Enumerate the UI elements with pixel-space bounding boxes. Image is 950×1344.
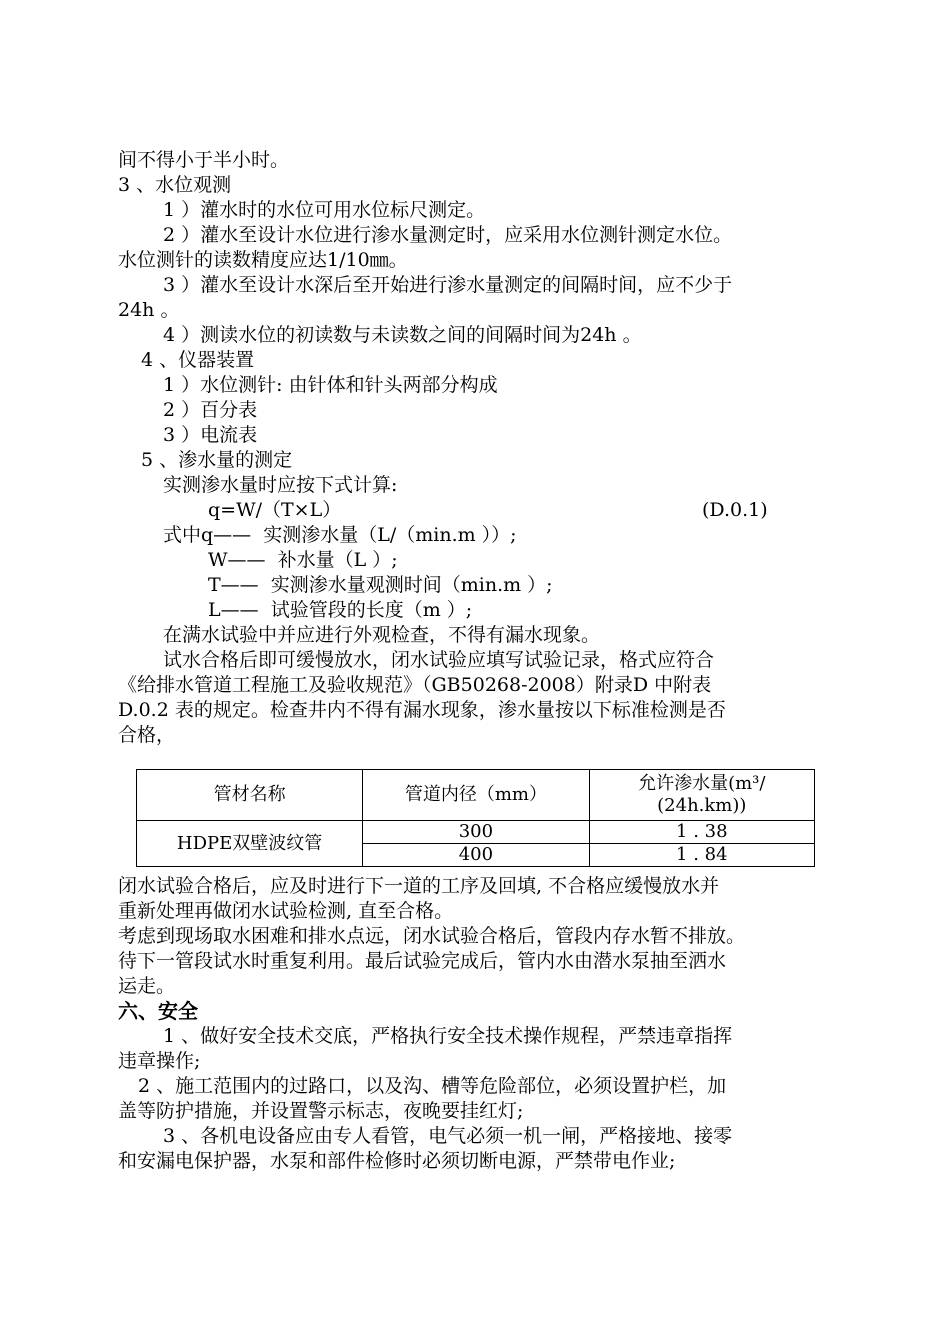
text-line: 违章操作;	[118, 1050, 201, 1072]
formula-number: (D.0.1)	[702, 499, 768, 521]
text-line: 3 ）电流表	[163, 424, 258, 446]
header-line: (24h.km))	[657, 795, 747, 816]
text-line: 式中q—— 实测渗水量（L/（min.m ））;	[163, 524, 517, 546]
diameter-cell: 400	[363, 844, 589, 867]
text-line: 运走。	[118, 975, 176, 997]
text-line: 《给排水管道工程施工及验收规范》（GB50268-2008）附录D 中附表	[118, 674, 712, 696]
table-header-cell: 管道内径（mm）	[363, 770, 589, 821]
text-line: W—— 补水量（L ）;	[208, 549, 398, 571]
text-line: 试水合格后即可缓慢放水，闭水试验应填写试验记录，格式应符合	[163, 649, 715, 671]
section-title-safety: 六、安全	[118, 999, 198, 1023]
table-row	[137, 821, 815, 844]
section-heading: 4 、仪器装置	[141, 349, 255, 371]
allowed-cell: 1 . 84	[589, 844, 814, 867]
text-line: 待下一管段试水时重复利用。最后试验完成后，管内水由潜水泵抽至洒水	[118, 950, 727, 972]
text-line: 2 ）百分表	[163, 399, 258, 421]
text-line: T—— 实测渗水量观测时间（min.m ）;	[208, 574, 553, 596]
text-line: D.0.2 表的规定。检查井内不得有漏水现象，渗水量按以下标准检测是否	[118, 699, 726, 721]
text-line: 1 、做好安全技术交底，严格执行安全技术操作规程，严禁违章指挥	[163, 1025, 733, 1047]
text-line: L—— 试验管段的长度（m ）;	[208, 599, 473, 621]
text-line: 1 ）灌水时的水位可用水位标尺测定。	[163, 199, 486, 221]
text-line: 在满水试验中并应进行外观检查，不得有漏水现象。	[163, 624, 601, 646]
header-line: 允许渗水量(m³/	[638, 773, 766, 794]
table-header-cell	[589, 770, 814, 821]
text-line: 水位测针的读数精度应达1/10㎜。	[118, 249, 408, 271]
text-line: 3 、各机电设备应由专人看管，电气必须一机一闸，严格接地、接零	[163, 1125, 733, 1147]
text-line: 4 ）测读水位的初读数与未读数之间的间隔时间为24h 。	[163, 324, 642, 346]
formula: q=W/（T×L）	[208, 499, 342, 521]
text-line: 1 ）水位测针: 由针体和针头两部分构成	[163, 374, 498, 396]
text-line: 24h 。	[118, 299, 180, 321]
material-cell: HDPE双壁波纹管	[137, 821, 363, 867]
allowed-cell: 1 . 38	[589, 821, 814, 844]
text-line: 3 ）灌水至设计水深后至开始进行渗水量测定的间隔时间，应不少于	[163, 274, 733, 296]
text-line: 重新处理再做闭水试验检测, 直至合格。	[118, 900, 454, 922]
section-heading: 5 、渗水量的测定	[141, 449, 293, 471]
text-line: 间不得小于半小时。	[118, 149, 290, 171]
table-header-row	[137, 770, 815, 821]
text-line: 2 ）灌水至设计水位进行渗水量测定时，应采用水位测针测定水位。	[163, 224, 733, 246]
text-line: 2 、施工范围内的过路口，以及沟、槽等危险部位，必须设置护栏，加	[138, 1075, 727, 1097]
text-line: 盖等防护措施，并设置警示标志，夜晚要挂红灯;	[118, 1100, 524, 1122]
text-line: 考虑到现场取水困难和排水点远，闭水试验合格后，管段内存水暂不排放。	[118, 925, 746, 947]
seepage-standard-table	[136, 769, 815, 867]
text-line: 实测渗水量时应按下式计算:	[163, 474, 398, 496]
table-header-cell: 管材名称	[137, 770, 363, 821]
diameter-cell: 300	[363, 821, 589, 844]
section-heading: 3 、水位观测	[118, 174, 232, 196]
text-line: 合格，	[118, 724, 176, 746]
text-line: 和安漏电保护器，水泵和部件检修时必须切断电源，严禁带电作业;	[118, 1150, 676, 1172]
text-line: 闭水试验合格后，应及时进行下一道的工序及回填, 不合格应缓慢放水并	[118, 875, 720, 897]
